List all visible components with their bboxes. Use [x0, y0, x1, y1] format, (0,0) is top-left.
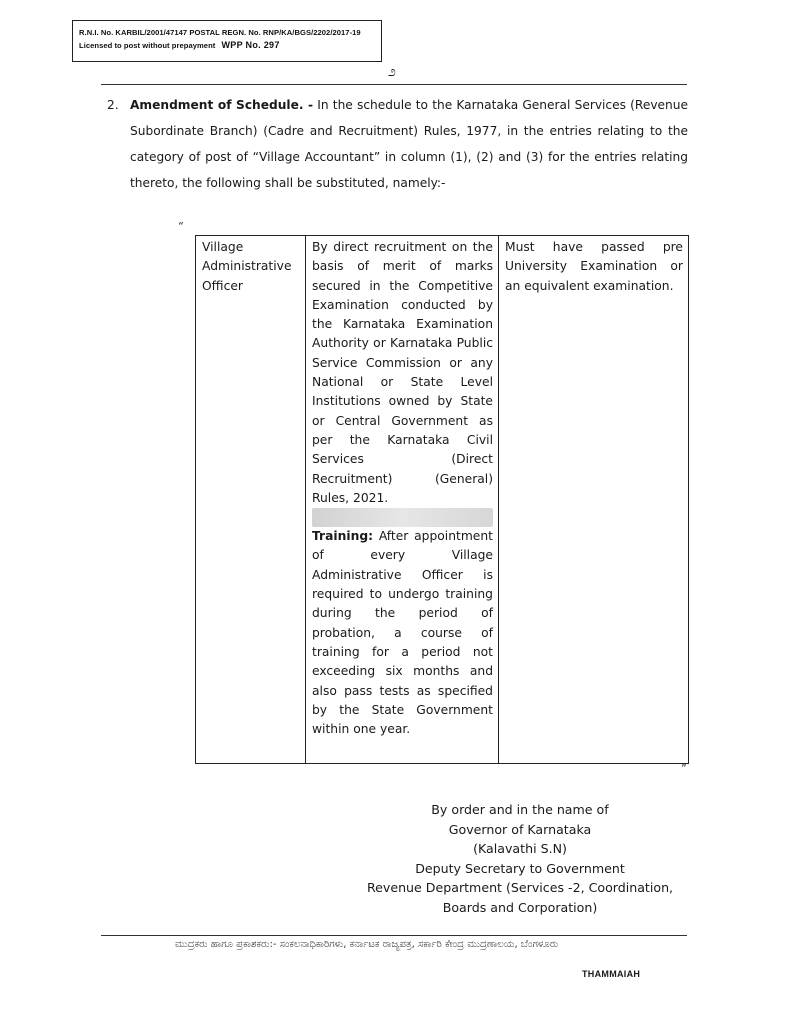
bottom-divider: [101, 935, 687, 936]
printer-name: THAMMAIAH: [582, 969, 641, 979]
qualification-cell: [499, 236, 689, 764]
paragraph-text: In the schedule to the Karnataka General Services (Revenue Subordinate Branch) (Cadre and Recruitment) Rules, 1977, in the entries relating to the category of post of “Village Accountant” in column (1), (2) and (3) for the entries relating thereto, the following shall be substituted, namely:-: [130, 98, 688, 190]
schedule-table: [195, 235, 689, 764]
signature-line: (Kalavathi S.N): [473, 841, 567, 857]
opening-quote: “: [178, 220, 184, 233]
signature-line: Revenue Department (Services -2, Coordination,: [366, 880, 674, 896]
paragraph-number: 2.: [107, 98, 119, 112]
page-number: ೨: [388, 64, 396, 80]
qualification-text: Must have passed pre University Examination or an equivalent examination.: [505, 240, 683, 293]
top-divider: [101, 84, 687, 85]
printer-footer: ಮುದ್ರಕರು ಹಾಗೂ ಪ್ರಕಾಶಕರು:- ಸಂಕಲನಾಧಿಕಾರಿಗಳು, ಕರ್ನಾಟಕ ರಾಜ್ಯಪತ್ರ, ಸರ್ಕಾರಿ ಕೇಂದ್ರ ಮುದ್ರಣಾಲಯ, ಬೆಂಗಳೂರು: [175, 939, 559, 950]
license-line: [79, 39, 375, 52]
recruitment-method: By direct recruitment on the basis of merit of marks secured in the Competitive Examination conducted by the Karnataka Examination Authority or Karnataka Public Service Commission or any National or State Level Institutions owned by State or Central Government as per the Karnataka Civil Services (Direct Recruitment) (General) Rules, 2021.: [312, 240, 493, 505]
post-cell: [196, 236, 306, 764]
training-text: After appointment of every Village Administrative Officer is required to undergo training during the period of probation, a course of training for a period not exceeding six months and also pass tests as specified by the State Government within one year.: [312, 529, 493, 737]
license-text: Licensed to post without prepayment: [79, 41, 216, 50]
redacted-smudge: [312, 508, 493, 527]
table-row: [196, 236, 689, 764]
amendment-paragraph: [107, 92, 688, 196]
training-label: Training:: [312, 529, 374, 544]
signature-line: Governor of Karnataka: [448, 821, 592, 837]
signature-line: Boards and Corporation): [442, 899, 598, 915]
registration-box: [72, 20, 382, 62]
signature-block: [360, 800, 680, 918]
training-block: [312, 527, 493, 739]
signature-line: Deputy Secretary to Government: [415, 860, 625, 876]
paragraph-body: [130, 92, 688, 196]
post-name: Village Administrative Officer: [202, 240, 292, 293]
paragraph-heading: Amendment of Schedule. -: [130, 98, 314, 112]
signature-line: By order and in the name of: [431, 802, 609, 817]
closing-quote: ”: [681, 762, 687, 775]
registration-number: R.N.I. No. KARBIL/2001/47147 POSTAL REGN. No. RNP/KA/BGS/2202/2017-19: [79, 28, 361, 37]
method-cell: [306, 236, 499, 764]
wpp-number: WPP No. 297: [221, 40, 280, 50]
